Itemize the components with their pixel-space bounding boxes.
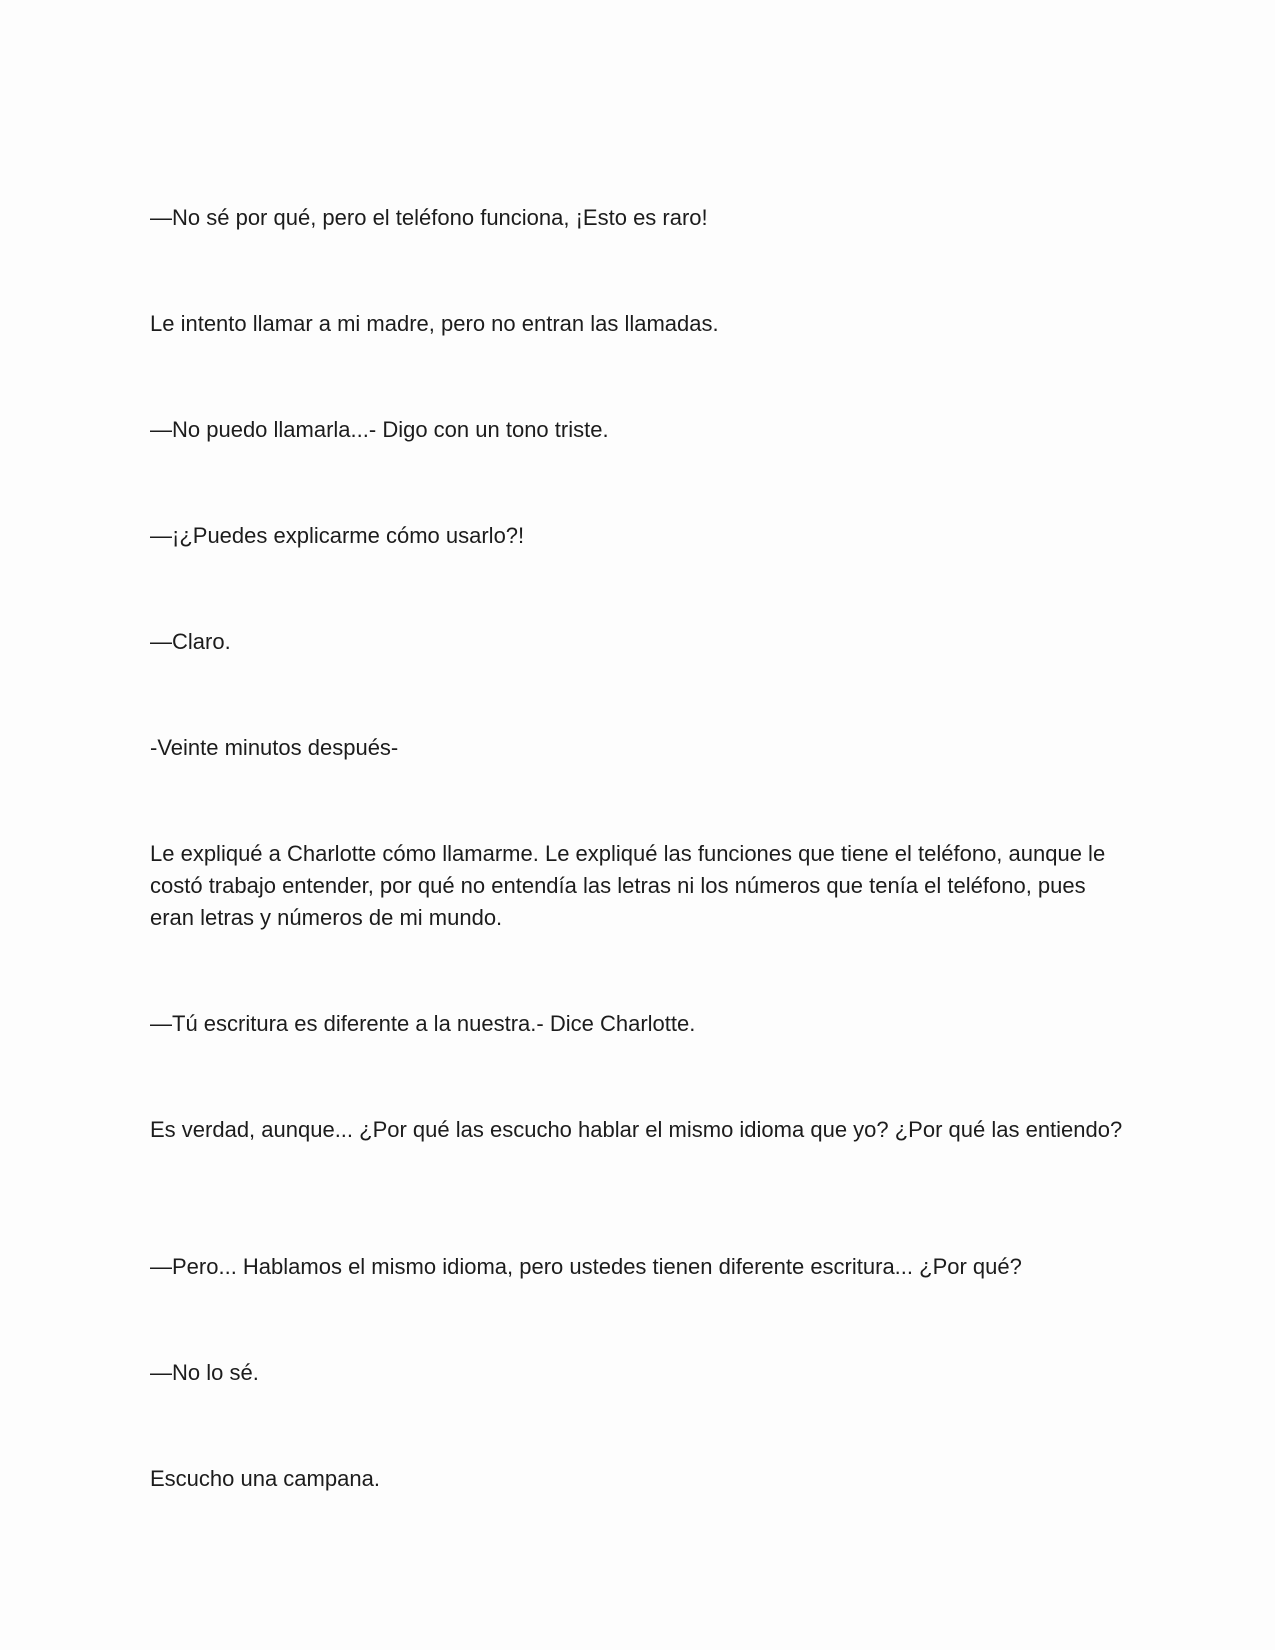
paragraph-8: —Tú escritura es diferente a la nuestra.- Dice Charlotte. — [150, 1011, 696, 1036]
paragraph-10: —Pero... Hablamos el mismo idioma, pero ustedes tienen diferente escritura... ¿Por qué? — [150, 1254, 1022, 1279]
paragraph-1: —No sé por qué, pero el teléfono funciona, ¡Esto es raro! — [150, 205, 708, 230]
paragraph-5: —Claro. — [150, 629, 231, 654]
paragraph-7: Le expliqué a Charlotte cómo llamarme. Le expliqué las funciones que tiene el teléfono, aunque le costó trabajo entender, por qué no entendía las letras ni los números que tenía el teléfono, pues eran letras y números de mi mundo. — [150, 841, 1106, 930]
paragraph-6: -Veinte minutos después- — [150, 735, 399, 760]
paragraph-12: Escucho una campana. — [150, 1466, 380, 1491]
paragraph-3: —No puedo llamarla...- Digo con un tono triste. — [150, 417, 609, 442]
paragraph-4: —¡¿Puedes explicarme cómo usarlo?! — [150, 523, 525, 548]
paragraph-9: Es verdad, aunque... ¿Por qué las escucho hablar el mismo idioma que yo? ¿Por qué las entiendo? — [150, 1117, 1123, 1142]
paragraph-11: —No lo sé. — [150, 1360, 259, 1385]
paragraph-2: Le intento llamar a mi madre, pero no entran las llamadas. — [150, 311, 719, 336]
